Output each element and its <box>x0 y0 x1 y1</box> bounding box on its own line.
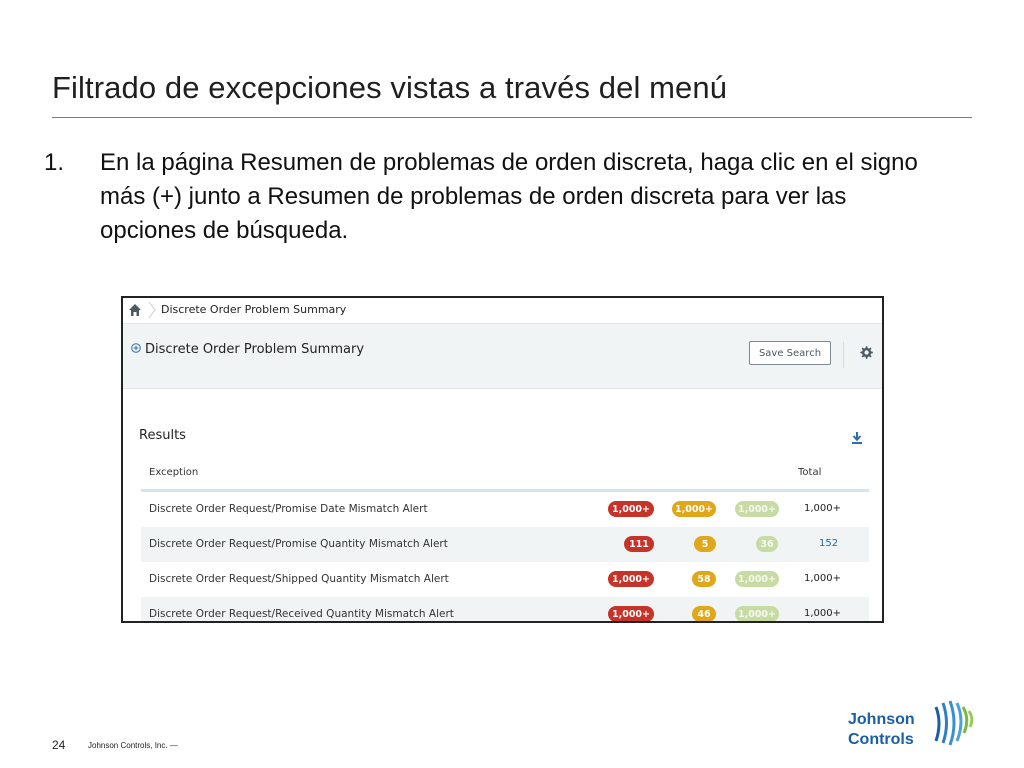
slide-title: Filtrado de excepciones vistas a través del menú <box>52 70 728 105</box>
header-divider <box>843 342 844 368</box>
footer-company: Johnson Controls, Inc. — <box>88 741 178 750</box>
exception-name[interactable]: Discrete Order Request/Promise Date Mismatch Alert <box>149 503 428 515</box>
total-count-link[interactable]: 152 <box>819 538 839 549</box>
step-text: En la página Resumen de problemas de orden discreta, haga clic en el signo más (+) junto a Resumen de problemas de orden discreta para ver las opciones de búsqueda. <box>100 149 918 244</box>
step-number: 1. <box>44 149 65 176</box>
exception-name[interactable]: Discrete Order Request/Shipped Quantity Mismatch Alert <box>149 573 449 585</box>
logo-text-line2: Controls <box>848 731 914 748</box>
breadcrumb-current[interactable]: Discrete Order Problem Summary <box>161 303 347 316</box>
breadcrumb <box>123 298 882 324</box>
exception-name[interactable]: Discrete Order Request/Received Quantity Mismatch Alert <box>149 608 454 620</box>
gear-icon[interactable] <box>858 345 874 361</box>
page-title[interactable]: Discrete Order Problem Summary <box>145 342 365 357</box>
warning-count-badge[interactable]: 46 <box>692 606 716 622</box>
total-count: 1,000+ <box>804 503 842 514</box>
info-count-badge[interactable]: 36 <box>756 536 778 552</box>
exception-name[interactable]: Discrete Order Request/Promise Quantity Mismatch Alert <box>149 538 448 550</box>
critical-count-badge[interactable]: 111 <box>624 536 654 552</box>
critical-count-badge[interactable]: 1,000+ <box>608 571 654 587</box>
slide-page-number: 24 <box>52 738 66 752</box>
logo-text-line1: Johnson <box>848 711 915 728</box>
download-icon[interactable] <box>851 431 863 445</box>
column-header-total[interactable]: Total <box>798 467 822 478</box>
critical-count-badge[interactable]: 1,000+ <box>608 606 654 622</box>
info-count-badge[interactable]: 1,000+ <box>735 571 779 587</box>
results-heading: Results <box>139 428 186 443</box>
title-divider <box>52 117 972 118</box>
critical-count-badge[interactable]: 1,000+ <box>608 501 654 517</box>
home-icon[interactable] <box>128 303 142 317</box>
warning-count-badge[interactable]: 58 <box>692 571 716 587</box>
total-count: 1,000+ <box>804 573 842 584</box>
info-count-badge[interactable]: 1,000+ <box>735 606 779 622</box>
total-count: 1,000+ <box>804 608 842 619</box>
table-header <box>141 456 869 492</box>
chevron-right-icon <box>148 301 156 319</box>
warning-count-badge[interactable]: 5 <box>694 536 716 552</box>
logo-waves-icon <box>932 697 976 749</box>
app-screenshot <box>121 296 884 623</box>
save-search-button[interactable]: Save Search <box>749 341 831 365</box>
table-row[interactable] <box>141 562 869 597</box>
info-count-badge[interactable]: 1,000+ <box>735 501 779 517</box>
warning-count-badge[interactable]: 1,000+ <box>672 501 716 517</box>
company-logo <box>848 697 988 753</box>
expand-search-plus-icon[interactable] <box>131 343 141 353</box>
table-row[interactable] <box>141 527 869 562</box>
table-row[interactable] <box>141 492 869 527</box>
column-header-exception[interactable]: Exception <box>149 467 199 478</box>
table-row[interactable] <box>141 597 869 623</box>
